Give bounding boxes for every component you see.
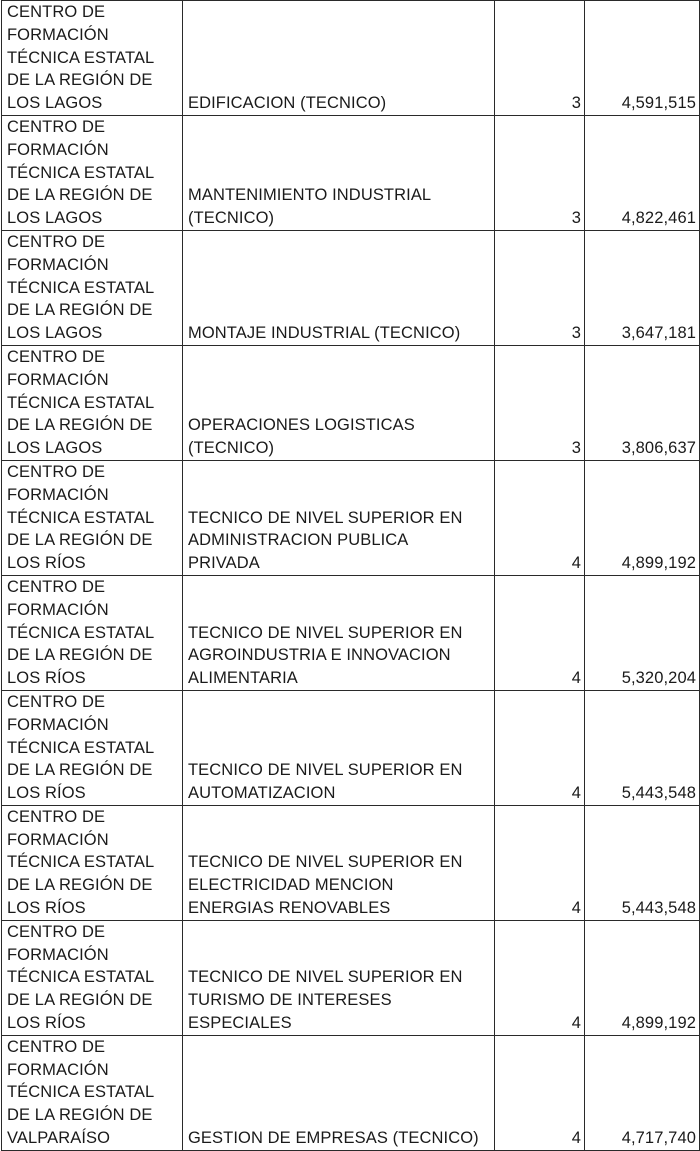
table-row	[2, 575, 700, 690]
fee-cell: 3,647,181	[585, 230, 700, 345]
table-row	[2, 1, 700, 116]
duration-cell: 4	[495, 460, 585, 575]
fee-cell: 4,899,192	[585, 460, 700, 575]
fee-cell: 5,320,204	[585, 575, 700, 690]
duration-cell: 3	[495, 345, 585, 460]
table-row	[2, 345, 700, 460]
duration-cell: 4	[495, 805, 585, 920]
duration-cell: 3	[495, 230, 585, 345]
program-cell: OPERACIONES LOGISTICAS (TECNICO)	[183, 345, 495, 460]
table-row	[2, 230, 700, 345]
duration-cell: 4	[495, 1035, 585, 1150]
program-cell: MONTAJE INDUSTRIAL (TECNICO)	[183, 230, 495, 345]
duration-cell: 4	[495, 690, 585, 805]
institution-cell: CENTRO DE FORMACIÓN TÉCNICA ESTATAL DE LA REGIÓN DE LOS RÍOS	[2, 690, 183, 805]
table-row	[2, 690, 700, 805]
program-cell: EDIFICACION (TECNICO)	[183, 1, 495, 116]
institution-cell: CENTRO DE FORMACIÓN TÉCNICA ESTATAL DE LA REGIÓN DE LOS LAGOS	[2, 1, 183, 116]
institution-cell: CENTRO DE FORMACIÓN TÉCNICA ESTATAL DE LA REGIÓN DE LOS LAGOS	[2, 230, 183, 345]
table-row	[2, 920, 700, 1035]
program-cell: TECNICO DE NIVEL SUPERIOR EN ELECTRICIDAD MENCION ENERGIAS RENOVABLES	[183, 805, 495, 920]
program-cell: TECNICO DE NIVEL SUPERIOR EN TURISMO DE INTERESES ESPECIALES	[183, 920, 495, 1035]
fee-cell: 5,443,548	[585, 805, 700, 920]
fee-cell: 4,591,515	[585, 1, 700, 116]
fee-cell: 4,822,461	[585, 115, 700, 230]
institution-cell: CENTRO DE FORMACIÓN TÉCNICA ESTATAL DE LA REGIÓN DE LOS RÍOS	[2, 805, 183, 920]
duration-cell: 4	[495, 575, 585, 690]
fee-cell: 4,899,192	[585, 920, 700, 1035]
table-row	[2, 805, 700, 920]
program-cell: TECNICO DE NIVEL SUPERIOR EN AGROINDUSTRIA E INNOVACION ALIMENTARIA	[183, 575, 495, 690]
table-row	[2, 460, 700, 575]
program-cell: TECNICO DE NIVEL SUPERIOR EN ADMINISTRACION PUBLICA PRIVADA	[183, 460, 495, 575]
table-row	[2, 115, 700, 230]
institution-cell: CENTRO DE FORMACIÓN TÉCNICA ESTATAL DE LA REGIÓN DE LOS LAGOS	[2, 115, 183, 230]
table-row	[2, 1035, 700, 1150]
institution-cell: CENTRO DE FORMACIÓN TÉCNICA ESTATAL DE LA REGIÓN DE VALPARAÍSO	[2, 1035, 183, 1150]
duration-cell: 3	[495, 1, 585, 116]
duration-cell: 3	[495, 115, 585, 230]
institution-cell: CENTRO DE FORMACIÓN TÉCNICA ESTATAL DE LA REGIÓN DE LOS RÍOS	[2, 460, 183, 575]
institution-cell: CENTRO DE FORMACIÓN TÉCNICA ESTATAL DE LA REGIÓN DE LOS RÍOS	[2, 920, 183, 1035]
programs-table	[1, 0, 700, 1151]
program-cell: GESTION DE EMPRESAS (TECNICO)	[183, 1035, 495, 1150]
fee-cell: 5,443,548	[585, 690, 700, 805]
institution-cell: CENTRO DE FORMACIÓN TÉCNICA ESTATAL DE LA REGIÓN DE LOS RÍOS	[2, 575, 183, 690]
program-cell: TECNICO DE NIVEL SUPERIOR EN AUTOMATIZACION	[183, 690, 495, 805]
fee-cell: 3,806,637	[585, 345, 700, 460]
institution-cell: CENTRO DE FORMACIÓN TÉCNICA ESTATAL DE LA REGIÓN DE LOS LAGOS	[2, 345, 183, 460]
program-cell: MANTENIMIENTO INDUSTRIAL (TECNICO)	[183, 115, 495, 230]
duration-cell: 4	[495, 920, 585, 1035]
fee-cell: 4,717,740	[585, 1035, 700, 1150]
